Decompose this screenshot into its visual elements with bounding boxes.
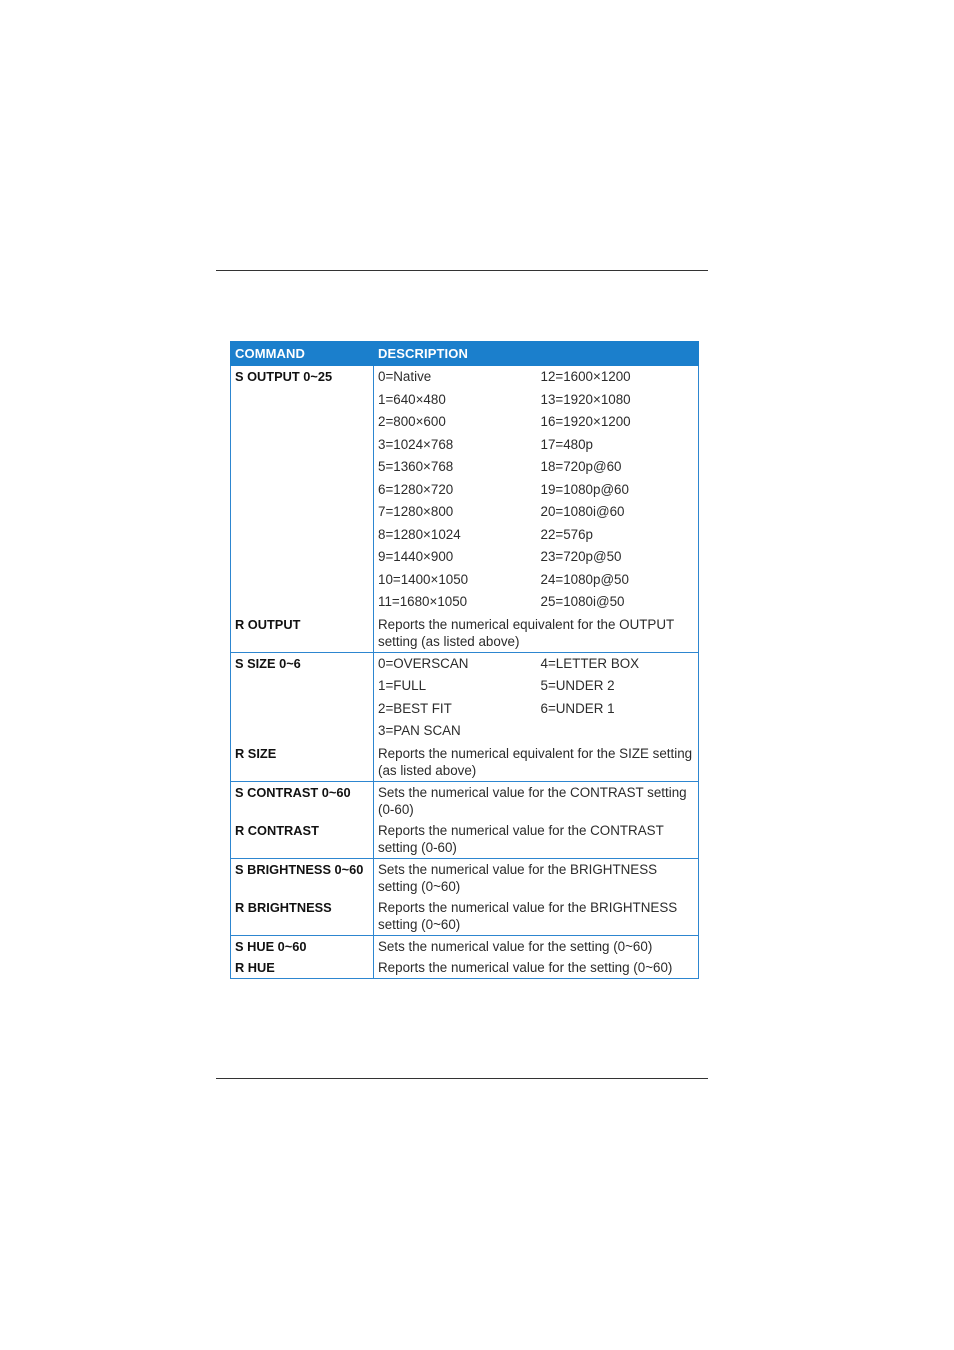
table-row <box>231 652 699 675</box>
report-brightness-command: R BRIGHTNESS <box>231 897 374 936</box>
output-value: 19=1080p@60 <box>540 481 629 497</box>
output-value: 8=1280×1024 <box>378 526 461 542</box>
set-hue-description: Sets the numerical value for the setting (0~60) <box>378 938 653 954</box>
table-row <box>231 858 699 897</box>
output-value: 23=720p@50 <box>540 549 622 564</box>
output-value: 5=1360×768 <box>378 459 454 474</box>
table-row <box>231 614 699 653</box>
set-contrast-command: S CONTRAST 0~60 <box>231 781 374 820</box>
table-header <box>231 342 699 366</box>
size-value <box>537 720 699 743</box>
output-value: 11=1680×1050 <box>378 594 468 609</box>
command-table <box>230 341 699 979</box>
output-value: 0=Native <box>378 369 432 384</box>
output-value: 6=1280×720 <box>378 481 454 497</box>
output-value: 25=1080i@50 <box>540 594 625 609</box>
report-contrast-command: R CONTRAST <box>231 820 374 859</box>
set-contrast-description: Sets the numerical value for the CONTRAST setting (0-60) <box>378 784 687 817</box>
output-group <box>231 366 699 653</box>
table-row <box>231 935 699 957</box>
output-value: 20=1080i@60 <box>540 504 625 519</box>
report-brightness-description: Reports the numerical value for the BRIGHTNESS setting (0~60) <box>378 899 678 932</box>
top-rule <box>216 270 708 271</box>
output-value: 17=480p <box>540 436 594 452</box>
report-hue-command: R HUE <box>231 957 374 979</box>
set-brightness-description: Sets the numerical value for the BRIGHTNESS setting (0~60) <box>378 861 658 894</box>
bottom-rule <box>216 1078 708 1079</box>
contrast-group <box>231 781 699 858</box>
header-description: DESCRIPTION <box>374 342 699 366</box>
report-hue-description: Reports the numerical value for the setting (0~60) <box>378 959 673 975</box>
output-value: 13=1920×1080 <box>540 391 631 407</box>
output-value: 24=1080p@50 <box>540 571 629 587</box>
report-size-command: R SIZE <box>231 743 374 782</box>
output-value: 18=720p@60 <box>540 459 622 474</box>
output-value: 16=1920×1200 <box>540 414 631 429</box>
set-hue-command: S HUE 0~60 <box>231 935 374 957</box>
set-output-command: S OUTPUT 0~25 <box>231 366 374 614</box>
report-size-description: Reports the numerical equivalent for the SIZE setting (as listed above) <box>378 745 693 778</box>
hue-group <box>231 935 699 978</box>
size-group <box>231 652 699 781</box>
table-row <box>231 781 699 820</box>
size-value: 4=LETTER BOX <box>540 655 640 671</box>
report-output-description: Reports the numerical equivalent for the OUTPUT setting (as listed above) <box>378 616 674 649</box>
size-value: 3=PAN SCAN <box>378 723 461 738</box>
size-value: 5=UNDER 2 <box>540 678 615 693</box>
table-row <box>231 820 699 859</box>
report-output-command: R OUTPUT <box>231 614 374 653</box>
header-command: COMMAND <box>231 342 374 366</box>
report-contrast-description: Reports the numerical value for the CONTRAST setting (0-60) <box>378 822 664 855</box>
table-row <box>231 366 699 389</box>
size-value: 1=FULL <box>378 678 427 693</box>
table-row <box>231 897 699 936</box>
table-row <box>231 743 699 782</box>
size-value: 2=BEST FIT <box>378 700 452 716</box>
output-value: 9=1440×900 <box>378 549 454 564</box>
output-value: 2=800×600 <box>378 414 446 429</box>
table-row <box>231 957 699 979</box>
output-value: 1=640×480 <box>378 391 446 407</box>
output-value: 22=576p <box>540 526 594 542</box>
output-value: 10=1400×1050 <box>378 571 469 587</box>
output-value: 3=1024×768 <box>378 436 454 452</box>
output-value: 7=1280×800 <box>378 504 454 519</box>
brightness-group <box>231 858 699 935</box>
set-brightness-command: S BRIGHTNESS 0~60 <box>231 858 374 897</box>
set-size-command: S SIZE 0~6 <box>231 652 374 743</box>
output-value: 12=1600×1200 <box>540 369 631 384</box>
size-value: 0=OVERSCAN <box>378 655 469 671</box>
size-value: 6=UNDER 1 <box>540 700 615 716</box>
